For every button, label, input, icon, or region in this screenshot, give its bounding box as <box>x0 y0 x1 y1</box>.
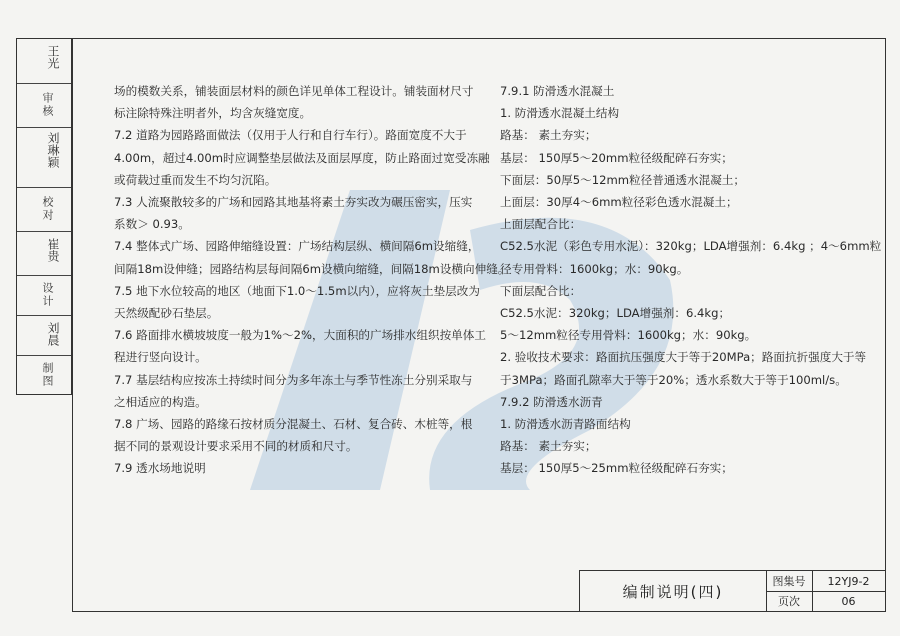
atlas-label: 图集号 <box>766 571 813 592</box>
text-line: 下面层配合比： <box>500 283 582 298</box>
text-line: 路基： 素土夯实； <box>500 128 597 143</box>
title-block <box>579 570 886 612</box>
signature-sidebar <box>16 38 72 395</box>
text-line: 7.9.1 防滑透水混凝土 <box>500 84 615 98</box>
sidebar-row <box>17 127 71 188</box>
page-number: 06 <box>841 594 856 608</box>
text-line: 程进行竖向设计。 <box>114 350 207 365</box>
text-line: 之相适应的构造。 <box>114 394 207 409</box>
sidebar-label: 制图 <box>41 362 54 388</box>
text-line: 上面层配合比： <box>500 217 582 232</box>
text-line: 7.6 路面排水横坡坡度一般为1%～2%，大面积的广场排水组织按单体工 <box>114 328 486 343</box>
text-line: 间隔18m设伸缝；园路结构层每间隔6m设横向缩缝，间隔18m设横向伸缝。 <box>114 261 510 276</box>
text-line: C52.5水泥（彩色专用水泥）：320kg；LDA增强剂：6.4kg ；4～6mm粒 <box>500 239 882 254</box>
text-line: 1. 防滑透水沥青路面结构 <box>500 417 631 432</box>
text-line: 标注除特殊注明者外，均含灰缝宽度。 <box>114 106 312 121</box>
text-line: 路基： 素土夯实； <box>500 439 597 454</box>
sidebar-row <box>17 231 71 276</box>
text-line: 据不同的景观设计要求采用不同的材质和尺寸。 <box>114 439 358 454</box>
page-label: 页次 <box>766 591 813 611</box>
text-line: 2. 验收技术要求：路面抗压强度大于等于20MPa；路面抗折强度大于等 <box>500 350 867 365</box>
text-line: 于3MPa；路面孔隙率大于等于20%；透水系数大于等于100ml/s。 <box>500 372 847 387</box>
sidebar-row <box>17 275 71 316</box>
text-line: 7.9.2 防滑透水沥青 <box>500 394 603 409</box>
sheet-title: 编制说明(四) <box>580 571 767 611</box>
sidebar-name: 崔贵 <box>46 238 60 262</box>
text-line: 5～12mm粒径专用骨料：1600kg；水：90kg。 <box>500 328 757 343</box>
text-line: 天然级配砂石垫层。 <box>114 306 219 321</box>
sidebar-name: 王光 <box>46 45 60 69</box>
sidebar-row <box>17 39 71 83</box>
text-line: 场的模数关系，铺装面层材料的颜色详见单体工程设计。铺装面材尺寸 <box>114 84 474 98</box>
sidebar-name: 刘晨 <box>46 322 60 346</box>
text-line: 7.2 道路为园路路面做法（仅用于人行和自行车行）。路面宽度不大于 <box>114 128 467 143</box>
text-line: 7.3 人流聚散较多的广场和园路其地基将素土夯实改为碾压密实，压实 <box>114 195 473 210</box>
text-line: 基层： 150厚5～25mm粒径级配碎石夯实； <box>500 461 733 476</box>
sidebar-label: 校对 <box>41 196 54 222</box>
text-line: 7.9 透水场地说明 <box>114 461 206 476</box>
text-line: 径专用骨料：1600kg；水：90kg。 <box>500 261 689 276</box>
sidebar-row <box>17 355 71 397</box>
sidebar-label: 审核 <box>41 92 54 118</box>
text-line: C52.5水泥：320kg；LDA增强剂：6.4kg； <box>500 306 731 321</box>
text-line: 基层： 150厚5～20mm粒径级配碎石夯实； <box>500 150 733 165</box>
atlas-number: 12YJ9-2 <box>812 571 885 592</box>
text-line: 7.4 整体式广场、园路伸缩缝设置：广场结构层纵、横间隔6m设缩缝， <box>114 239 480 254</box>
text-line: 1. 防滑透水混凝土结构 <box>500 106 620 121</box>
text-line: 上面层：30厚4～6mm粒径彩色透水混凝土； <box>500 195 738 210</box>
sidebar-row <box>17 187 71 232</box>
sidebar-row <box>17 83 71 128</box>
sidebar-row <box>17 315 71 356</box>
text-line: 4.00m，超过4.00m时应调整垫层做法及面层厚度，防止路面过宽受冻融 <box>114 150 490 165</box>
text-line: 下面层：50厚5～12mm粒径普通透水混凝土； <box>500 172 745 187</box>
sidebar-label: 设计 <box>41 282 54 308</box>
text-line: 7.7 基层结构应按冻土持续时间分为多年冻土与季节性冻土分别采取与 <box>114 372 473 387</box>
right-text-column <box>500 80 882 480</box>
text-line: 7.5 地下水位较高的地区（地面下1.0～1.5m以内），应将灰土垫层改为 <box>114 283 480 298</box>
text-line: 或荷载过重而发生不均匀沉陷。 <box>114 172 277 187</box>
left-text-column <box>114 80 510 480</box>
text-line: 7.8 广场、园路的路缘石按材质分混凝土、石材、复合砖、木桩等，根 <box>114 417 473 432</box>
text-line: 系数＞ 0.93。 <box>114 217 190 232</box>
sidebar-name: 刘琳颖 <box>46 132 60 168</box>
